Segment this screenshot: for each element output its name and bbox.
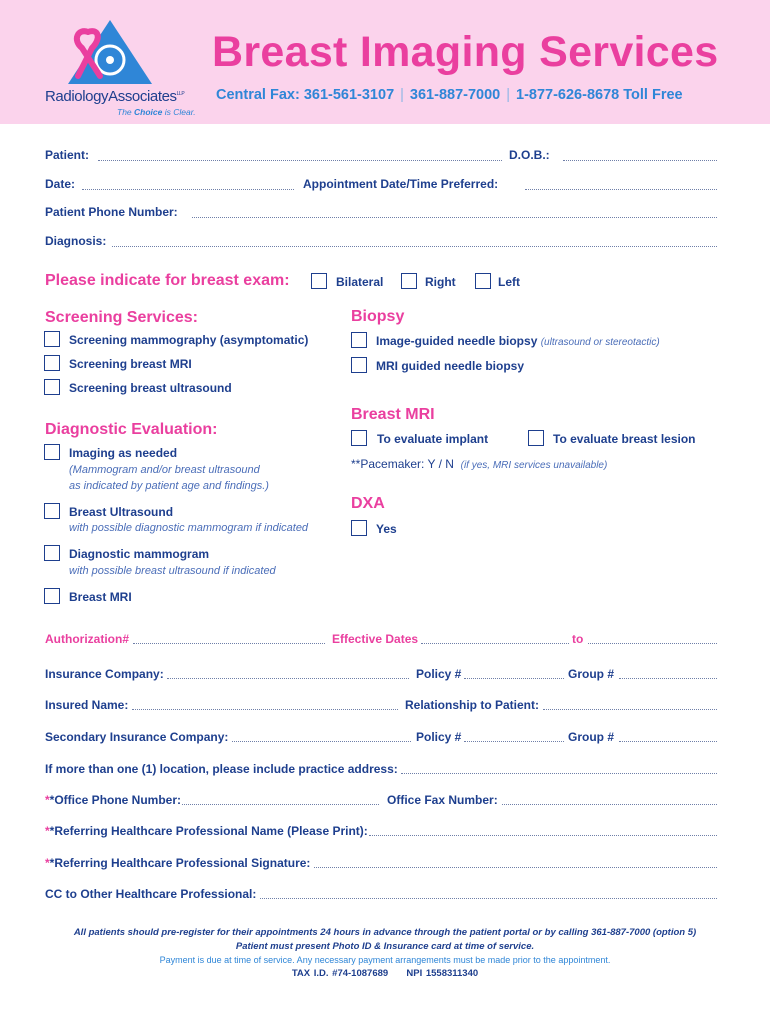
imaging-note-2: as indicated by patient age and findings.) (69, 480, 269, 492)
footer-tax-npi: TAX I.D. #74-1087689 NPI 1558311340 (291, 968, 479, 979)
image-guided-biopsy-checkbox[interactable] (351, 332, 367, 348)
insured-name-field[interactable] (132, 709, 398, 710)
screening-ultrasound-label: Screening breast ultrasound (69, 381, 232, 395)
relationship-label: Relationship to Patient: (405, 698, 540, 712)
page-title: Breast Imaging Services (212, 28, 719, 76)
biopsy-heading: Biopsy (351, 308, 405, 325)
patient-phone-label: Patient Phone Number: (45, 205, 178, 219)
screening-mri-checkbox[interactable] (44, 355, 60, 371)
left-checkbox[interactable] (475, 273, 491, 289)
referring-signature-field[interactable] (314, 867, 717, 868)
mri-biopsy-label: MRI guided needle biopsy (376, 359, 525, 373)
insurance-company-field[interactable] (167, 678, 409, 679)
diagnostic-mammogram-checkbox[interactable] (44, 545, 60, 561)
policy-field[interactable] (464, 678, 564, 679)
cc-field[interactable] (260, 898, 717, 899)
secondary-insurance-field[interactable] (232, 741, 411, 742)
screening-mammography-label: Screening mammography (asymptomatic) (69, 333, 309, 347)
secondary-policy-label: Policy # (416, 730, 462, 744)
mri-biopsy-checkbox[interactable] (351, 357, 367, 373)
authorization-label: Authorization# (45, 632, 129, 646)
breast-ultrasound-note: with possible diagnostic mammogram if indicated (69, 522, 309, 534)
practice-address-field[interactable] (401, 773, 717, 774)
referring-name-field[interactable] (369, 835, 717, 836)
dob-field[interactable] (563, 160, 717, 161)
diagnostic-heading: Diagnostic Evaluation: (45, 421, 218, 438)
header-banner (0, 0, 770, 124)
secondary-policy-field[interactable] (464, 741, 564, 742)
dxa-yes-label: Yes (376, 522, 397, 536)
imaging-note-1: (Mammogram and/or breast ultrasound (69, 464, 260, 476)
date-field[interactable] (82, 189, 294, 190)
footer-photo-id-note: Patient must present Photo ID & Insurance card at time of service. (235, 941, 535, 952)
screening-ultrasound-checkbox[interactable] (44, 379, 60, 395)
imaging-as-needed-label: Imaging as needed (69, 446, 178, 460)
evaluate-implant-label: To evaluate implant (377, 432, 489, 446)
bilateral-label: Bilateral (336, 275, 384, 289)
office-fax-field[interactable] (502, 804, 717, 805)
logo-name: RadiologyAssociates$^{LLP}$ (45, 88, 185, 105)
secondary-insurance-label: Secondary Insurance Company: (45, 730, 229, 744)
insured-name-label: Insured Name: (45, 698, 129, 712)
radiology-associates-logo (48, 18, 158, 88)
screening-mammography-checkbox[interactable] (44, 331, 60, 347)
secondary-group-field[interactable] (619, 741, 717, 742)
referring-signature-label: **Referring Healthcare Professional Signature: (45, 856, 311, 870)
office-phone-field[interactable] (182, 804, 379, 805)
image-guided-biopsy-label: Image-guided needle biopsy (ultrasound or stereotactic) (376, 334, 660, 348)
diagnostic-breast-mri-label: Breast MRI (69, 590, 132, 604)
contact-numbers: Central Fax: 361-561-3107 | 361-887-7000 | 1-877-626-8678 Toll Free (216, 87, 683, 103)
date-label: Date: (45, 177, 76, 191)
policy-label: Policy # (416, 667, 462, 681)
practice-address-label: If more than one (1) location, please include practice address: (45, 762, 398, 776)
footer-preregister-note: All patients should pre-register for their appointments 24 hours in advance through the patient portal or by calling 361-887-7000 (option 5) (73, 927, 697, 938)
left-label: Left (498, 275, 520, 289)
group-field[interactable] (619, 678, 717, 679)
authorization-field[interactable] (133, 643, 325, 644)
office-phone-label: **Office Phone Number: (45, 793, 182, 807)
screening-heading: Screening Services: (45, 309, 198, 326)
effective-to-field[interactable] (588, 643, 717, 644)
screening-mri-label: Screening breast MRI (69, 357, 192, 371)
breast-ultrasound-checkbox[interactable] (44, 503, 60, 519)
diagnostic-breast-mri-checkbox[interactable] (44, 588, 60, 604)
diagnostic-mammogram-note: with possible breast ultrasound if indicated (69, 565, 276, 577)
patient-field[interactable] (98, 160, 502, 161)
diagnosis-label: Diagnosis: (45, 234, 107, 248)
diagnosis-field[interactable] (112, 246, 717, 247)
referring-name-label: **Referring Healthcare Professional Name (Please Print): (45, 824, 368, 838)
breast-exam-heading: Please indicate for breast exam: (45, 272, 290, 289)
patient-label: Patient: (45, 148, 90, 162)
patient-phone-field[interactable] (192, 217, 717, 218)
effective-to-label: to (572, 632, 584, 646)
insurance-company-label: Insurance Company: (45, 667, 164, 681)
footer-payment-note: Payment is due at time of service. Any necessary payment arrangements must be made prior to the appointment. (159, 955, 611, 965)
dob-label: D.O.B.: (509, 148, 550, 162)
right-checkbox[interactable] (401, 273, 417, 289)
right-label: Right (425, 275, 456, 289)
dxa-heading: DXA (351, 495, 385, 512)
dxa-yes-checkbox[interactable] (351, 520, 367, 536)
breast-ultrasound-label: Breast Ultrasound (69, 505, 174, 519)
office-fax-label: Office Fax Number: (387, 793, 498, 807)
bilateral-checkbox[interactable] (311, 273, 327, 289)
effective-from-field[interactable] (421, 643, 569, 644)
imaging-as-needed-checkbox[interactable] (44, 444, 60, 460)
group-label: Group # (568, 667, 615, 681)
relationship-field[interactable] (543, 709, 717, 710)
breast-mri-heading: Breast MRI (351, 406, 435, 423)
appointment-label: Appointment Date/Time Preferred: (303, 177, 499, 191)
pacemaker-question: **Pacemaker: Y / N (if yes, MRI services unavailable) (351, 457, 608, 471)
evaluate-implant-checkbox[interactable] (351, 430, 367, 446)
effective-dates-label: Effective Dates (332, 632, 419, 646)
diagnostic-mammogram-label: Diagnostic mammogram (69, 547, 210, 561)
evaluate-lesion-checkbox[interactable] (528, 430, 544, 446)
logo-tagline: The Choice is Clear. (117, 107, 196, 117)
evaluate-lesion-label: To evaluate breast lesion (553, 432, 696, 446)
appointment-field[interactable] (525, 189, 717, 190)
secondary-group-label: Group # (568, 730, 615, 744)
cc-label: CC to Other Healthcare Professional: (45, 887, 257, 901)
